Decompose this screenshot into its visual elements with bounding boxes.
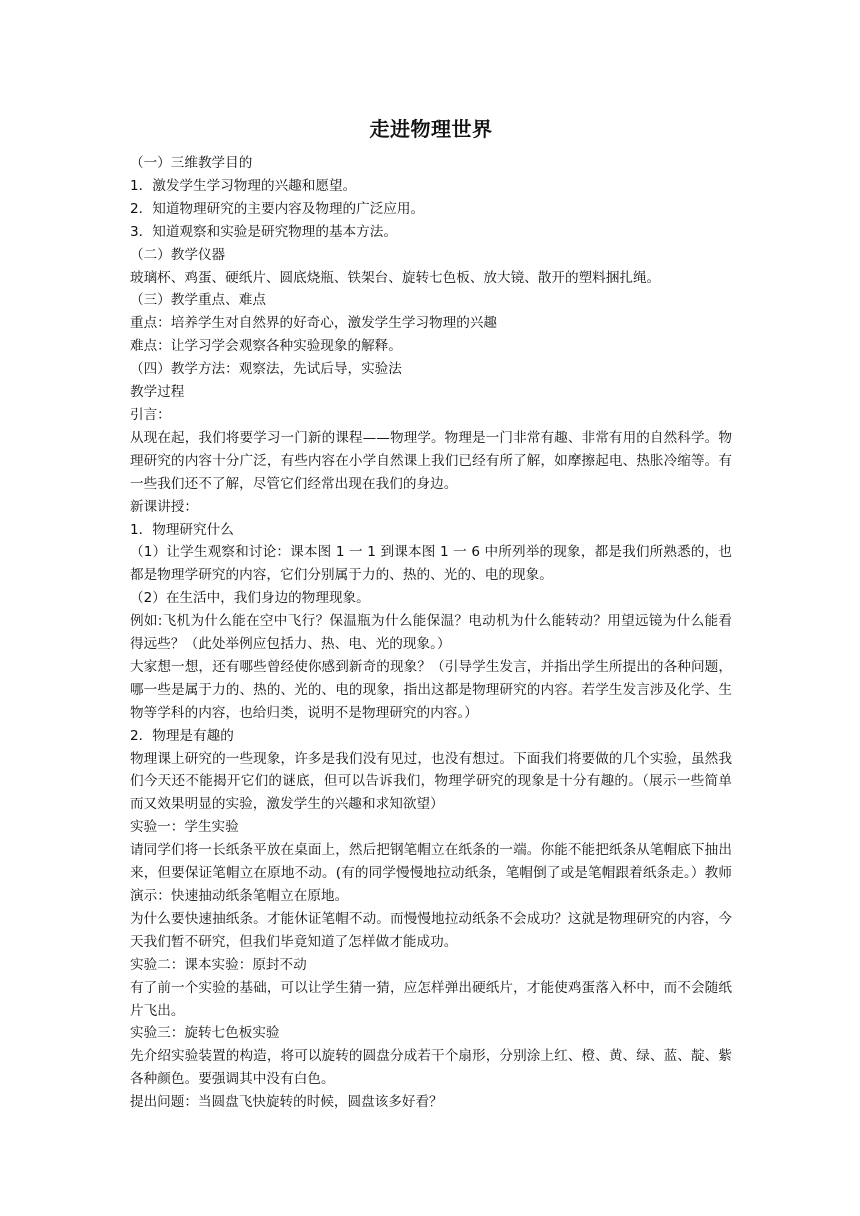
paragraph: 提出问题：当圆盘飞快旋转的时候，圆盘该多好看？ (130, 1094, 443, 1111)
paragraph: 大家想一想，还有哪些曾经使你感到新奇的现象？（引导学生发言，并指出学生所提出的各种问题，哪一些是属于力的、热的、光的、电的现象，指出这都是物理研究的内容。若学生发言涉及化学、生物等学科的内容，也给归类，说明不是物理研究的内容。） (130, 658, 732, 721)
heading-methods: （四）教学方法：观察法，先试后导，实验法 (130, 361, 402, 378)
heading-new-lesson: 新课讲授： (130, 498, 198, 515)
section-heading: 1．物理研究什么 (130, 521, 234, 538)
objective-item: 1．激发学生学习物理的兴趣和愿望。 (130, 177, 357, 194)
paragraph: （2）在生活中，我们身边的物理现象。 (130, 590, 370, 607)
key-point: 重点：培养学生对自然界的好奇心，激发学生学习物理的兴趣 (130, 315, 498, 332)
document-page (130, 112, 732, 1114)
heading-intro: 引言： (130, 406, 171, 423)
objective-item: 2．知道物理研究的主要内容及物理的广泛应用。 (130, 200, 425, 217)
paragraph: 例如:飞机为什么能在空中飞行？保温瓶为什么能保温？电动机为什么能转动？用望远镜为什么能看得远些？（此处举例应包括力、热、电、光的现象。） (130, 613, 732, 653)
experiment-heading: 实验一：学生实验 (130, 819, 239, 836)
paragraph: 有了前一个实验的基础，可以让学生猜一猜，应怎样弹出硬纸片，才能使鸡蛋落入杯中，而不会随纸片飞出。 (130, 979, 732, 1019)
difficult-point: 难点：让学习学会观察各种实验现象的解释。 (130, 338, 402, 355)
paragraph: 物理课上研究的一些现象，许多是我们没有见过，也没有想过。下面我们将要做的几个实验，虽然我们今天还不能揭开它们的谜底，但可以告诉我们，物理学研究的现象是十分有趣的。（展示一些简单而又效果明显的实验，激发学生的兴趣和求知欲望） (130, 750, 732, 813)
heading-process: 教学过程 (130, 384, 185, 401)
heading-instruments: （二）教学仪器 (130, 246, 226, 263)
intro-paragraph: 从现在起，我们将要学习一门新的课程——物理学。物理是一门非常有趣、非常有用的自然科学。物理研究的内容十分广泛，有些内容在小学自然课上我们已经有所了解，如摩擦起电、热胀冷缩等。有一些我们还不了解，尽管它们经常出现在我们的身边。 (130, 429, 732, 492)
instruments-list: 玻璃杯、鸡蛋、硬纸片、圆底烧瓶、铁架台、旋转七色板、放大镜、散开的塑料捆扎绳。 (130, 269, 661, 286)
paragraph: 请同学们将一长纸条平放在桌面上，然后把钢笔帽立在纸条的一端。你能不能把纸条从笔帽底下抽出来，但要保证笔帽立在原地不动。(有的同学慢慢地拉动纸条，笔帽倒了或是笔帽跟着纸条走。）教师演示：快速抽动纸条笔帽立在原地。 (130, 842, 732, 904)
heading-key-points: （三）教学重点、难点 (130, 292, 266, 309)
experiment-heading: 实验二：课本实验：原封不动 (130, 956, 307, 973)
section-heading: 2．物理是有趣的 (130, 727, 234, 744)
paragraph: 先介绍实验装置的构造，将可以旋转的圆盘分成若干个扇形，分别涂上红、橙、黄、绿、蓝、靛、紫各种颜色。要强调其中没有白色。 (130, 1048, 732, 1088)
heading-objectives: （一）三维教学目的 (130, 155, 253, 171)
page-title: 走进物理世界 (369, 117, 493, 141)
paragraph: （1）让学生观察和讨论：课本图 1 一 1 到课本图 1 一 6 中所列举的现象，都是我们所熟悉的，也都是物理学研究的内容，它们分别属于力的、热的、光的、电的现象。 (130, 544, 732, 584)
document-body (130, 152, 732, 1114)
experiment-heading: 实验三：旋转七色板实验 (130, 1025, 280, 1042)
paragraph: 为什么要快速抽纸条。才能休证笔帽不动。而慢慢地拉动纸条不会成功？这就是物理研究的内容，今天我们暂不研究，但我们毕竟知道了怎样做才能成功。 (130, 910, 732, 950)
objective-item: 3．知道观察和实验是研究物理的基本方法。 (130, 223, 397, 240)
